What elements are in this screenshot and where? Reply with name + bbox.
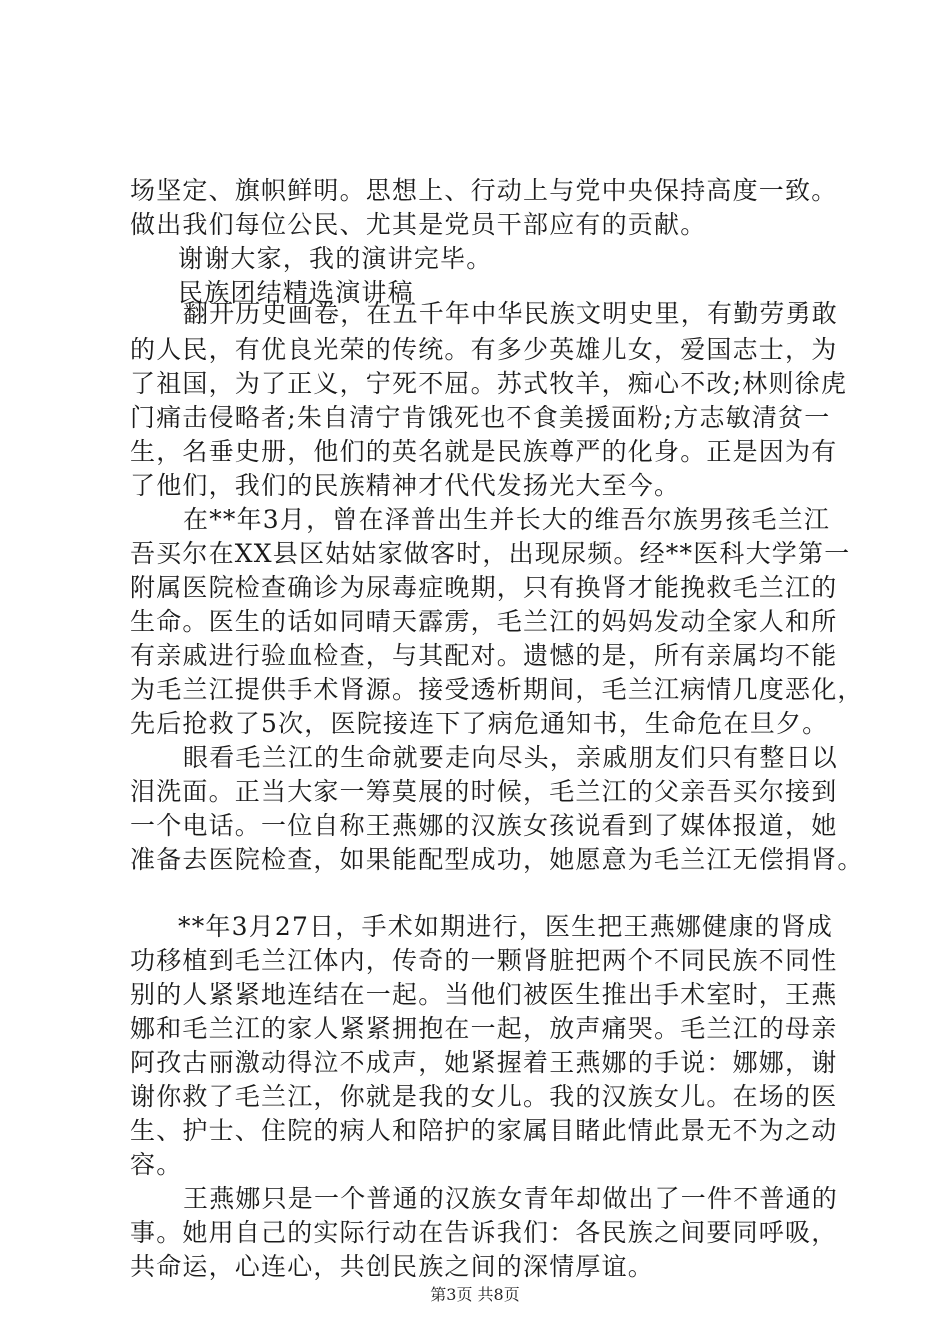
text-line: 生、护士、住院的病人和陪护的家属目睹此情此景无不为之动 xyxy=(130,1116,838,1145)
text-line: 生命。医生的话如同晴天霹雳，毛兰江的妈妈发动全家人和所 xyxy=(130,607,838,636)
text-line: 功移植到毛兰江体内，传奇的一颗肾脏把两个不同民族不同性 xyxy=(130,946,838,975)
text-line: 了祖国，为了正义，宁死不屈。苏式牧羊，痴心不改;林则徐虎 xyxy=(130,369,848,398)
text-line: 阿孜古丽激动得泣不成声，她紧握着王燕娜的手说：娜娜，谢 xyxy=(130,1048,838,1077)
text-line: 吾买尔在XX县区姑姑家做客时，出现尿频。经**医科大学第一 xyxy=(130,539,851,568)
text-line: 眼看毛兰江的生命就要走向尽头，亲戚朋友们只有整日以 xyxy=(183,743,839,772)
text-line: **年3月27日，手术如期进行，医生把王燕娜健康的肾成 xyxy=(178,912,834,941)
text-line: 场坚定、旗帜鲜明。思想上、行动上与党中央保持高度一致。 xyxy=(130,176,838,205)
text-line: 谢你救了毛兰江，你就是我的女儿。我的汉族女儿。在场的医 xyxy=(130,1082,838,1111)
text-line: 共命运，心连心，共创民族之间的深情厚谊。 xyxy=(130,1252,655,1281)
text-line: 有亲戚进行验血检查，与其配对。遗憾的是，所有亲属均不能 xyxy=(130,641,838,670)
text-line: 在**年3月，曾在泽普出生并长大的维吾尔族男孩毛兰江 xyxy=(183,505,831,534)
text-line: 做出我们每位公民、尤其是党员干部应有的贡献。 xyxy=(130,210,707,239)
text-line: 生，名垂史册，他们的英名就是民族尊严的化身。正是因为有 xyxy=(130,437,838,466)
text-line: 王燕娜只是一个普通的汉族女青年却做出了一件不普通的 xyxy=(183,1184,839,1213)
text-line: 谢谢大家，我的演讲完毕。 xyxy=(178,244,493,273)
text-line: 为毛兰江提供手术肾源。接受透析期间，毛兰江病情几度恶化， xyxy=(130,675,864,704)
text-line: 翻开历史画卷，在五千年中华民族文明史里，有勤劳勇敢 xyxy=(183,299,839,328)
text-line: 容。 xyxy=(130,1150,183,1179)
text-line: 泪洗面。正当大家一筹莫展的时候，毛兰江的父亲吾买尔接到 xyxy=(130,777,838,806)
text-line: 事。她用自己的实际行动在告诉我们：各民族之间要同呼吸， xyxy=(130,1218,838,1247)
section-heading: 民族团结精选演讲稿 xyxy=(178,278,414,307)
text-line: 了他们，我们的民族精神才代代发扬光大至今。 xyxy=(130,471,681,500)
text-line: 别的人紧紧地连结在一起。当他们被医生推出手术室时，王燕 xyxy=(130,980,838,1009)
text-line: 一个电话。一位自称王燕娜的汉族女孩说看到了媒体报道，她 xyxy=(130,811,838,840)
text-line: 先后抢救了5次，医院接连下了病危通知书，生命危在旦夕。 xyxy=(130,709,829,738)
text-line: 的人民，有优良光荣的传统。有多少英雄儿女，爱国志士，为 xyxy=(130,335,838,364)
text-line: 娜和毛兰江的家人紧紧拥抱在一起，放声痛哭。毛兰江的母亲 xyxy=(130,1014,838,1043)
text-line: 门痛击侵略者;朱自清宁肯饿死也不食美援面粉;方志敏清贫一 xyxy=(130,403,831,432)
text-line: 附属医院检查确诊为尿毒症晚期，只有换肾才能挽救毛兰江的 xyxy=(130,573,838,602)
text-line: 准备去医院检查，如果能配型成功，她愿意为毛兰江无偿捐肾。 xyxy=(130,845,864,874)
page-footer: 第3页 共8页 xyxy=(430,1285,520,1304)
